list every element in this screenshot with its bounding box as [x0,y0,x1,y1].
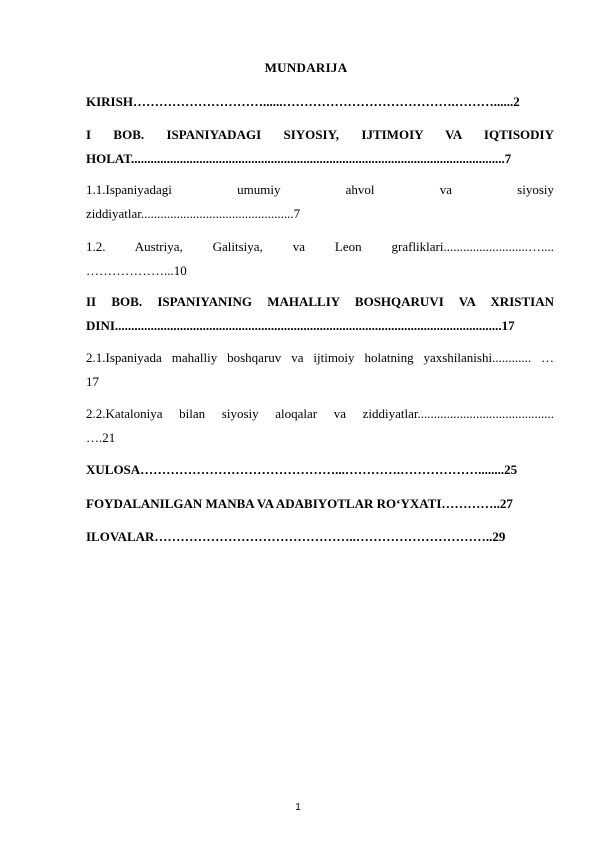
toc-entry-chapter-2 [86,290,554,338]
toc-line: XULOSA………………………………………...………….………………........25 [86,462,518,477]
toc-entry-section-1-2 [86,235,554,283]
toc-entry-section-1-1 [86,178,554,226]
toc-line: II BOB. ISPANIYANING MAHALLIY BOSHQARUVI VA XRISTIAN [86,294,554,309]
toc-line: ….21 [86,430,116,445]
toc-entry-appendix [86,525,554,549]
toc-line: 2.1.Ispaniyada mahalliy boshqaruv va ijtimoiy holatning yaxshilanishi............ … [86,350,554,365]
toc-line: 17 [86,374,99,389]
toc-entry-section-2-1 [86,346,554,394]
toc-line: KIRISH…………………………......………………………………….………......2 [86,94,520,109]
toc-line: ILOVALAR………………………………………..…………………………..29 [86,529,506,544]
toc-line: ………………...10 [86,263,187,278]
toc-line: 2.2.Kataloniya bilan siyosiy aloqalar va ziddiyatlar.......................................... [86,406,554,421]
toc-line: HOLAT...................................................................................................................7 [86,151,512,166]
toc-line: DINI.......................................................................................................................17 [86,318,515,333]
toc-entry-kirish [86,90,554,114]
toc-entry-xulosa [86,458,554,482]
toc-line: FOYDALANILGAN MANBA VA ADABIYOTLAR RO‘YXATI…………..27 [86,496,513,511]
toc-entry-references [86,492,554,516]
toc-entry-section-2-2 [86,402,554,450]
toc-line: 1.2. Austriya, Galitsiya, va Leon grafliklari..........................….... [86,239,554,254]
toc-entry-chapter-1 [86,123,554,171]
page-title: MUNDARIJA [264,60,348,75]
page-number: 1 [295,802,301,813]
toc-line: ziddiyatlar...............................................7 [86,206,301,221]
toc-line: I BOB. ISPANIYADAGI SIYOSIY, IJTIMOIY VA IQTISODIY [86,127,554,142]
toc-line: 1.1.Ispaniyadagi umumiy ahvol va siyosiy [86,182,554,197]
